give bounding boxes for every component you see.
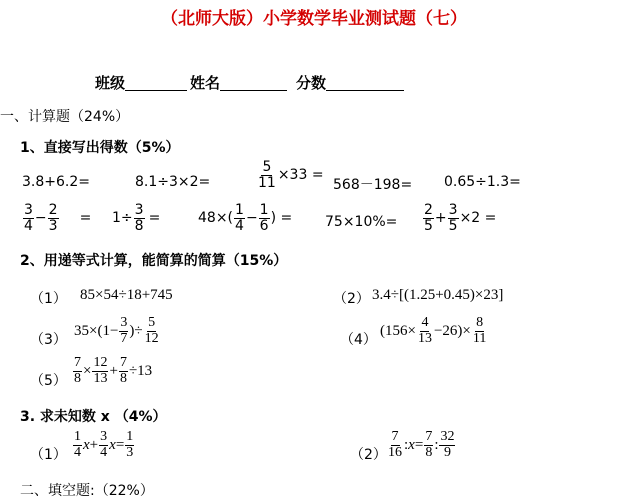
class-label: 班级 <box>95 74 126 92</box>
fraction: $\frac{4}{13}$ <box>417 315 432 346</box>
fraction: $\frac{1}{3}$ <box>126 429 134 460</box>
p3-equation-1: $\frac{1}{4}$ x + $\frac{3}{4}$ x = $\frac{1}{3}$ <box>74 429 134 460</box>
p2-label-3: （3） <box>30 332 67 348</box>
direct-f5: $\frac{2}{5}$ + $\frac{3}{5}$ ×2 = <box>424 202 497 234</box>
fraction: $\frac{7}{8}$ <box>425 429 433 460</box>
fraction: $\frac{8}{11}$ <box>472 315 487 346</box>
fraction: $\frac{3}{4}$ <box>24 202 33 234</box>
page-title: （北师大版）小学数学毕业测试题（七） <box>161 9 467 29</box>
class-field <box>95 72 187 93</box>
section-2-title: 二、填空题:（22%） <box>20 483 154 499</box>
fraction: $\frac{12}{13}$ <box>93 355 108 386</box>
class-blank[interactable] <box>125 74 187 91</box>
p2-label-4: （4） <box>340 332 377 348</box>
fraction: $\frac{1}{4}$ <box>235 202 244 234</box>
p2-expr-5: $\frac{7}{8}$ × $\frac{12}{13}$ + $\frac{7}{8}$ ÷13 <box>74 355 153 386</box>
direct-f3: 48×( $\frac{1}{4}$ − $\frac{1}{6}$ ) = <box>198 202 293 234</box>
p2-expr-1: 85×54÷18+745 <box>80 287 173 303</box>
direct-e4: 568－198= <box>333 177 413 193</box>
fraction: $\frac{3}{4}$ <box>100 429 108 460</box>
fraction: $\frac{3}{5}$ <box>448 202 458 234</box>
part-1-title: 1、直接写出得数（5%） <box>20 140 180 156</box>
section-1-title: 一、计算题（24%） <box>0 109 130 125</box>
direct-f2: 1÷ $\frac{3}{8}$ = <box>112 202 161 234</box>
name-label: 姓名 <box>190 74 221 92</box>
fraction: $\frac{3}{7}$ <box>120 315 128 346</box>
fraction: $\frac{32}{9}$ <box>440 429 455 460</box>
fraction: $\frac{1}{4}$ <box>74 429 81 460</box>
p2-expr-3: 35×(1− $\frac{3}{7}$ )÷ $\frac{5}{12}$ <box>74 315 159 346</box>
fraction: $\frac{7}{8}$ <box>119 355 127 386</box>
fraction: $\frac{7}{8}$ <box>74 355 81 386</box>
p2-expr-4: (156× $\frac{4}{13}$ −26)× $\frac{8}{11}$ <box>380 315 487 346</box>
p3-label-1: （1） <box>30 447 67 463</box>
name-blank[interactable] <box>220 74 287 91</box>
score-label: 分数 <box>296 74 327 92</box>
p3-label-2: （2） <box>350 447 387 463</box>
fraction: $\frac{3}{8}$ <box>134 202 144 234</box>
part-2-title: 2、用递等式计算，能简算的简算（15%） <box>20 253 288 269</box>
fraction: $\frac{7}{16}$ <box>388 429 402 460</box>
fraction: $\frac{5}{11}$ <box>258 159 276 191</box>
direct-f4: 75×10%= <box>325 214 398 230</box>
p2-label-2: （2） <box>333 291 370 307</box>
fraction: $\frac{2}{3}$ <box>48 202 58 234</box>
direct-f1: $\frac{3}{4}$ − $\frac{2}{3}$ = <box>24 202 92 234</box>
fraction: $\frac{1}{6}$ <box>259 202 269 234</box>
p2-label-5: （5） <box>30 373 67 389</box>
direct-e3: $\frac{5}{11}$ ×33 = <box>258 159 324 191</box>
p2-expr-2: 3.4÷[(1.25+0.45)×23] <box>372 287 504 303</box>
p3-equation-2: $\frac{7}{16}$ : x = $\frac{7}{8}$ : $\frac{32}{9}$ <box>388 429 455 460</box>
direct-e1: 3.8+6.2= <box>22 174 90 190</box>
fraction: $\frac{5}{12}$ <box>144 315 159 346</box>
fraction: $\frac{2}{5}$ <box>424 202 433 234</box>
score-field <box>296 72 404 93</box>
direct-e2: 8.1÷3×2= <box>135 174 211 190</box>
part-3-title: 3. 求未知数 x （4%） <box>20 409 167 425</box>
score-blank[interactable] <box>326 74 404 91</box>
direct-e5: 0.65÷1.3= <box>444 174 521 190</box>
name-field <box>190 72 287 93</box>
p2-label-1: （1） <box>30 291 67 307</box>
